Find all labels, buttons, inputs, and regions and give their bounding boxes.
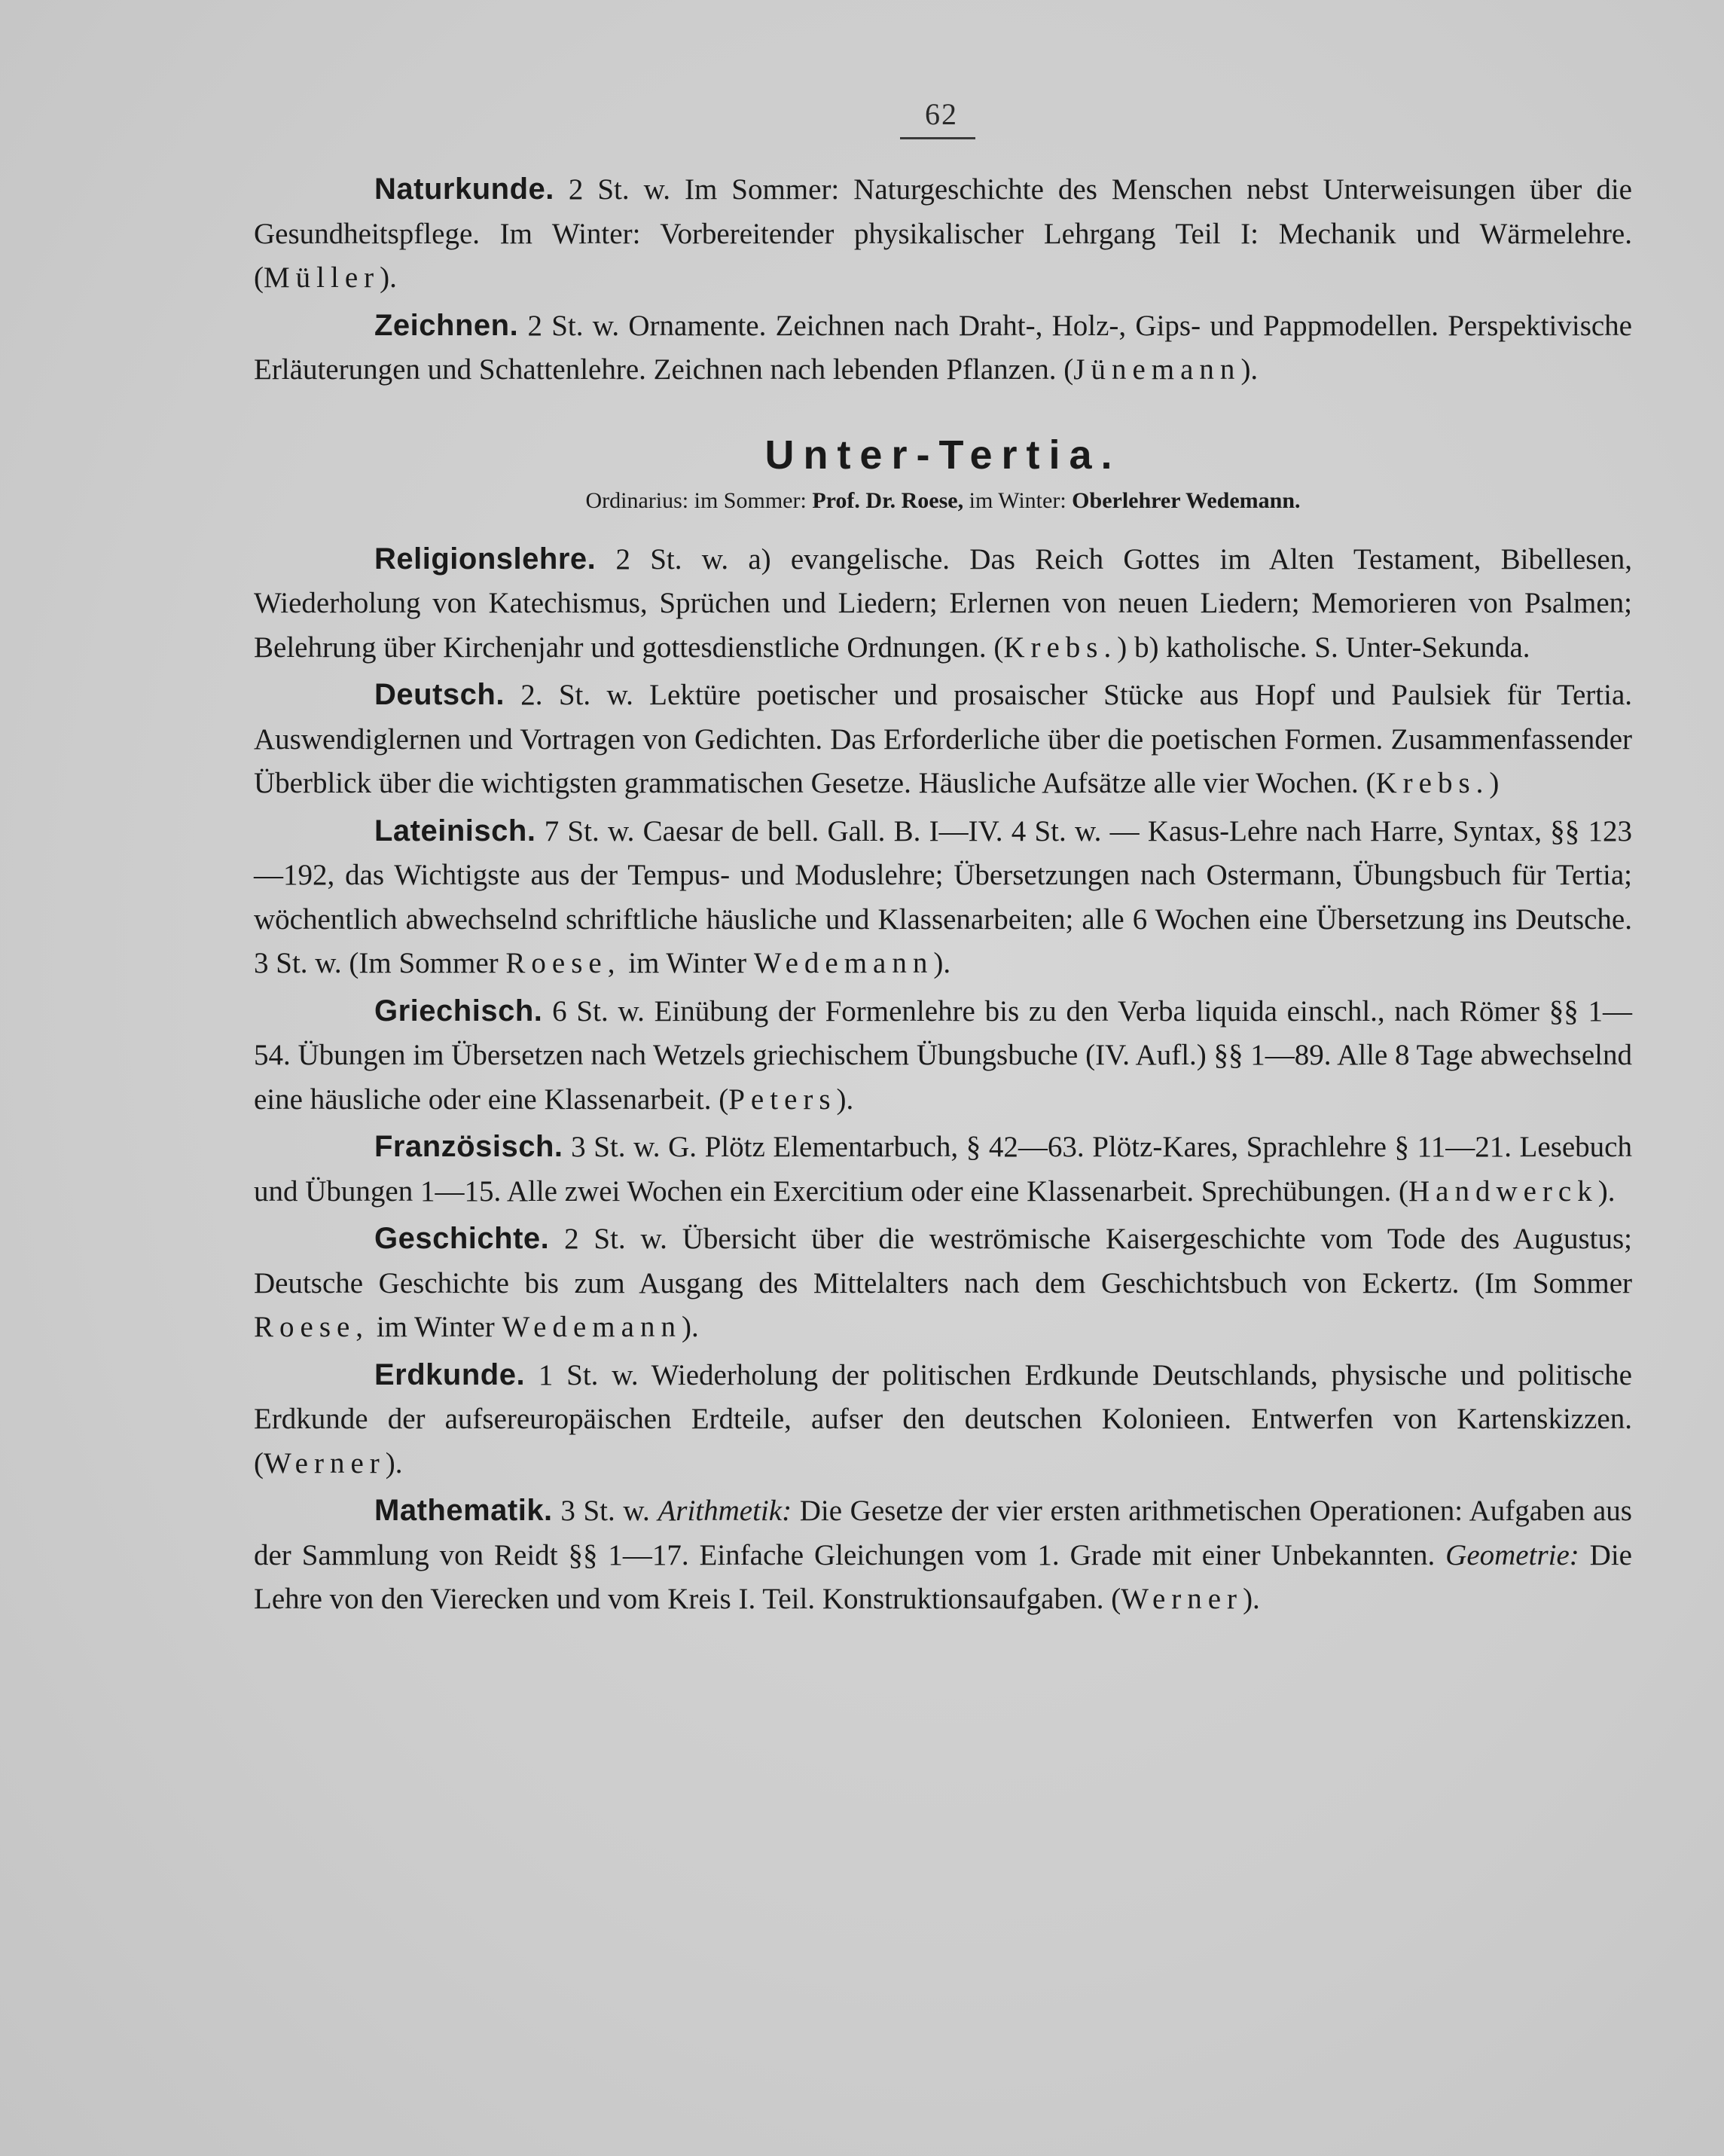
entry-text: 2 St. w. Übersicht über die weströmische Kaisergeschichte vom Tode des Augustus; Deutsche Geschichte bis zum Ausgang des Mittelalters nach dem Geschichtsbuch von Eckertz. (Im Sommer <box>254 1223 1632 1299</box>
ordinarius-winter: Oberlehrer Wedemann. <box>1072 487 1301 513</box>
entry-deutsch <box>254 673 1632 806</box>
entry-text-end: ) b) katholische. S. Unter-Sekunda. <box>1117 631 1530 664</box>
section-title: Unter-Tertia. <box>764 432 1121 478</box>
teacher-name: Werner <box>1121 1583 1243 1615</box>
teacher-name-2: Wedemann <box>502 1311 682 1343</box>
entry-lateinisch <box>254 809 1632 986</box>
page-number: 62 <box>925 97 958 131</box>
subject-heading: Griechisch. <box>374 994 543 1028</box>
entry-text-mid: im Winter <box>369 1311 502 1343</box>
entry-text-end: ) <box>1489 767 1500 799</box>
entry-text: 2 St. w. a) evangelische. Das Reich Gottes im Alten Testament, Bibellesen, Wiederholung von Katechismus, Sprüchen und Liedern; Erlernen von neuen Liedern; Memorieren von Psalmen; Belehrung über Kirchenjahr und gottesdienstliche Ordnungen. ( <box>254 542 1632 664</box>
teacher-name: Roese, <box>505 947 621 979</box>
subject-heading: Deutsch. <box>374 678 505 711</box>
entry-text-end: ). <box>1243 1583 1260 1615</box>
page-content <box>254 167 1632 1625</box>
subject-heading: Erdkunde. <box>374 1357 526 1391</box>
entry-text: 2 St. w. Im Sommer: Naturgeschichte des Menschen nebst Unterweisungen über die Gesundheitspflege. Im Winter: Vorbereitender physikalischer Lehrgang Teil I: Mechanik und Wärmelehre. ( <box>254 173 1632 294</box>
entry-text: 2. St. w. Lektüre poetischer und prosaischer Stücke aus Hopf und Paulsiek für Tertia. Auswendiglernen und Vortragen von Gedichten. Das Erforderliche über die poetischen Formen. Zusammenfassender Überblick über die wichtigsten grammatischen Gesetze. Häusliche Aufsätze alle vier Wochen. ( <box>254 679 1632 799</box>
ordinarius-line <box>254 486 1632 516</box>
teacher-name: Handwerck <box>1408 1174 1598 1208</box>
entry-text: 2 St. w. Ornamente. Zeichnen nach Draht-, Holz-, Gips- und Pappmodellen. Perspektivische Erläuterungen und Schattenlehre. Zeichnen nach lebenden Pflanzen. ( <box>254 309 1632 386</box>
entry-text-end: ). <box>933 947 951 979</box>
entry-text-end: ). <box>385 1446 403 1480</box>
entry-text-mid: im Winter <box>621 947 754 979</box>
entry-text-end: ). <box>380 261 397 294</box>
italic-term-arithmetik: Arithmetik: <box>658 1495 792 1527</box>
entry-text-a: Die Gesetze der vier ersten arithmetischen Operationen: Aufgaben aus der Sammlung von Reidt §§ 1—17. Einfache Gleichungen vom 1. Grade mit einer Unbekannten. <box>254 1495 1632 1571</box>
ordinarius-label: Ordinarius: im Sommer: <box>585 487 807 513</box>
entry-griechisch <box>254 989 1632 1122</box>
entry-zeichnen <box>254 304 1632 392</box>
ordinarius-winter-label: im Winter: <box>969 487 1066 513</box>
teacher-name: Roese, <box>254 1311 370 1343</box>
ordinarius-summer: Prof. Dr. Roese, <box>812 487 964 513</box>
entry-text: 3 St. w. <box>552 1495 658 1527</box>
italic-term-geometrie: Geometrie: <box>1445 1538 1579 1571</box>
entry-text-end: ). <box>681 1311 699 1343</box>
subject-heading: Naturkunde. <box>374 173 554 206</box>
entry-mathematik <box>254 1489 1632 1622</box>
teacher-name: Werner <box>264 1446 386 1480</box>
teacher-name: Krebs. <box>1003 631 1118 664</box>
subject-heading: Religionslehre. <box>374 542 597 576</box>
entry-text-end: ). <box>836 1083 854 1116</box>
entry-religionslehre <box>254 537 1632 670</box>
teacher-name: Jünemann <box>1073 353 1241 386</box>
subject-heading: Französisch. <box>374 1130 563 1163</box>
entry-text: 3 St. w. G. Plötz Elementarbuch, § 42—63. Plötz-Kares, Sprachlehre § 11—21. Lesebuch und Übungen 1—15. Alle zwei Wochen ein Exercitium oder eine Klassenarbeit. Sprechübungen. ( <box>254 1131 1632 1208</box>
subject-heading: Geschichte. <box>374 1222 550 1255</box>
subject-heading: Mathematik. <box>374 1494 553 1527</box>
entry-geschichte <box>254 1217 1632 1350</box>
subject-heading: Lateinisch. <box>374 814 536 847</box>
entry-franzoesisch <box>254 1125 1632 1214</box>
entry-text: 1 St. w. Wiederholung der politischen Erdkunde Deutschlands, physische und politische Erdkunde der aufsereuropäischen Erdteile, aufser den deutschen Kolonieen. Entwerfen von Kartenskizzen. ( <box>254 1358 1632 1480</box>
page-number-rule <box>900 137 975 139</box>
subject-heading: Zeichnen. <box>374 308 519 342</box>
teacher-name: Müller <box>264 261 380 294</box>
entry-text-end: ). <box>1240 353 1259 386</box>
entry-text: 6 St. w. Einübung der Formenlehre bis zu den Verba liquida einschl., nach Römer §§ 1—54. Übungen im Übersetzen nach Wetzels griechischem Übungsbuche (IV. Aufl.) §§ 1—89. Alle 8 Tage abwechselnd eine häusliche oder eine Klassenarbeit. ( <box>254 994 1632 1116</box>
entry-text-b: Die Lehre von den Vierecken und vom Kreis I. Teil. Konstruktionsaufgaben. ( <box>254 1538 1632 1615</box>
teacher-name: Krebs. <box>1375 767 1490 799</box>
teacher-name: Peters <box>728 1083 837 1116</box>
teacher-name-2: Wedemann <box>753 947 934 979</box>
entry-text: 7 St. w. Caesar de bell. Gall. B. I—IV. 4 St. w. — Kasus-Lehre nach Harre, Syntax, §§ 123—192, das Wichtigste aus der Tempus- und Moduslehre; Übersetzungen nach Ostermann, Übungsbuch für Tertia; wöchentlich abwechselnd schriftliche häusliche und Klassenarbeiten; alle 6 Wochen eine Übersetzung ins Deutsche. 3 St. w. (Im Sommer <box>254 814 1632 979</box>
entry-text-end: ). <box>1597 1174 1616 1208</box>
entry-erdkunde <box>254 1353 1632 1486</box>
entry-naturkunde <box>254 167 1632 301</box>
